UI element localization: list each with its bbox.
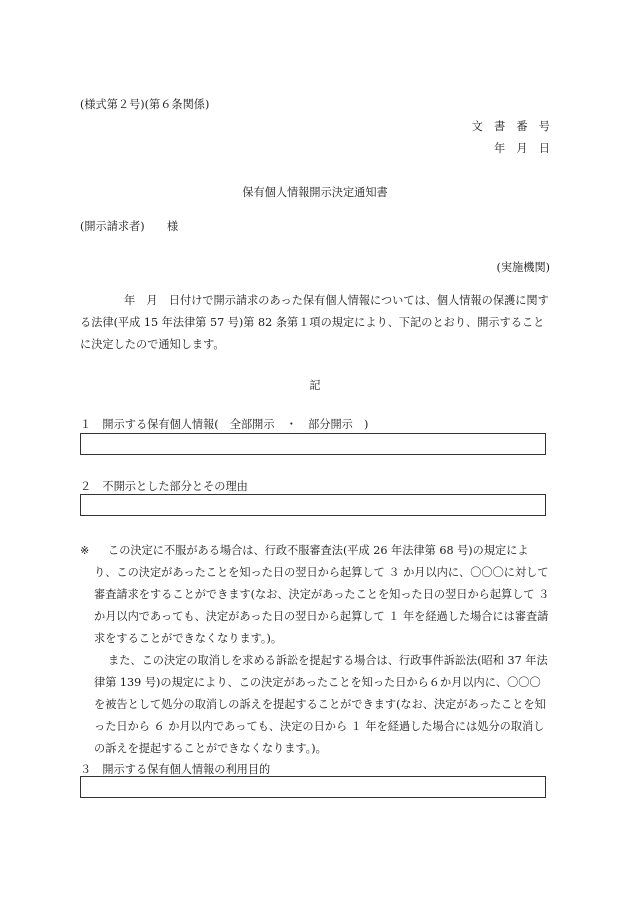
ki-marker: 記	[309, 379, 321, 392]
document-number: 文 書 番 号	[471, 120, 550, 133]
recipient-line: (開示請求者) 様	[80, 220, 179, 233]
intro-paragraph	[80, 290, 550, 356]
intro-text: 年 月 日付けで開示請求のあった保有個人情報については、個人情報の保護に関する法律(平成 15 年法律第 57 号)第 82 条第１項の規定により、下記のとおり、開示することに決定したので通知します。	[80, 294, 549, 351]
page-title: 保有個人情報開示決定通知書	[242, 186, 388, 199]
note-mark: ※	[80, 544, 90, 557]
item2-field[interactable]	[80, 494, 546, 516]
note-paragraph-1: この決定に不服がある場合は、行政不服審査法(平成 26 年法律第 68 号)の規定により、この決定があったことを知った日の翌日から起算して ３ か月以内に、〇〇〇に対して審査請求をすることができます(なお、決定があったことを知った日の翌日から起算して ３ か月以内であっても、決定があった日の翌日から起算して １ 年を経過した場合には審査請求をすることができなくなります。)。	[94, 544, 550, 645]
note-paragraph-2: また、この決定の取消しを求める訴訟を提起する場合は、行政事件訴訟法(昭和 37 年法律第 139 号)の規定により、この決定があったことを知った日から６か月以内に、〇〇〇を被告として処分の取消しの訴えを提起することができます(なお、決定があったことを知った日から ６ か月以内であっても、決定の日から １ 年を経過した場合には処分の取消しの訴えを提起することができなくなります。)。	[94, 654, 548, 755]
item3-label: ３ 開示する保有個人情報の利用目的	[80, 763, 271, 776]
item2-label: ２ 不開示とした部分とその理由	[80, 480, 248, 493]
form-label: (様式第２号)(第６条関係)	[80, 98, 210, 111]
item1-label: １ 開示する保有個人情報( 全部開示 ・ 部分開示 )	[80, 418, 369, 431]
date-line: 年 月 日	[494, 142, 550, 155]
item1-field[interactable]	[80, 433, 546, 455]
item3-field[interactable]	[80, 776, 546, 798]
appeal-notice	[80, 540, 550, 760]
issuer-label: (実施機関)	[496, 261, 550, 274]
